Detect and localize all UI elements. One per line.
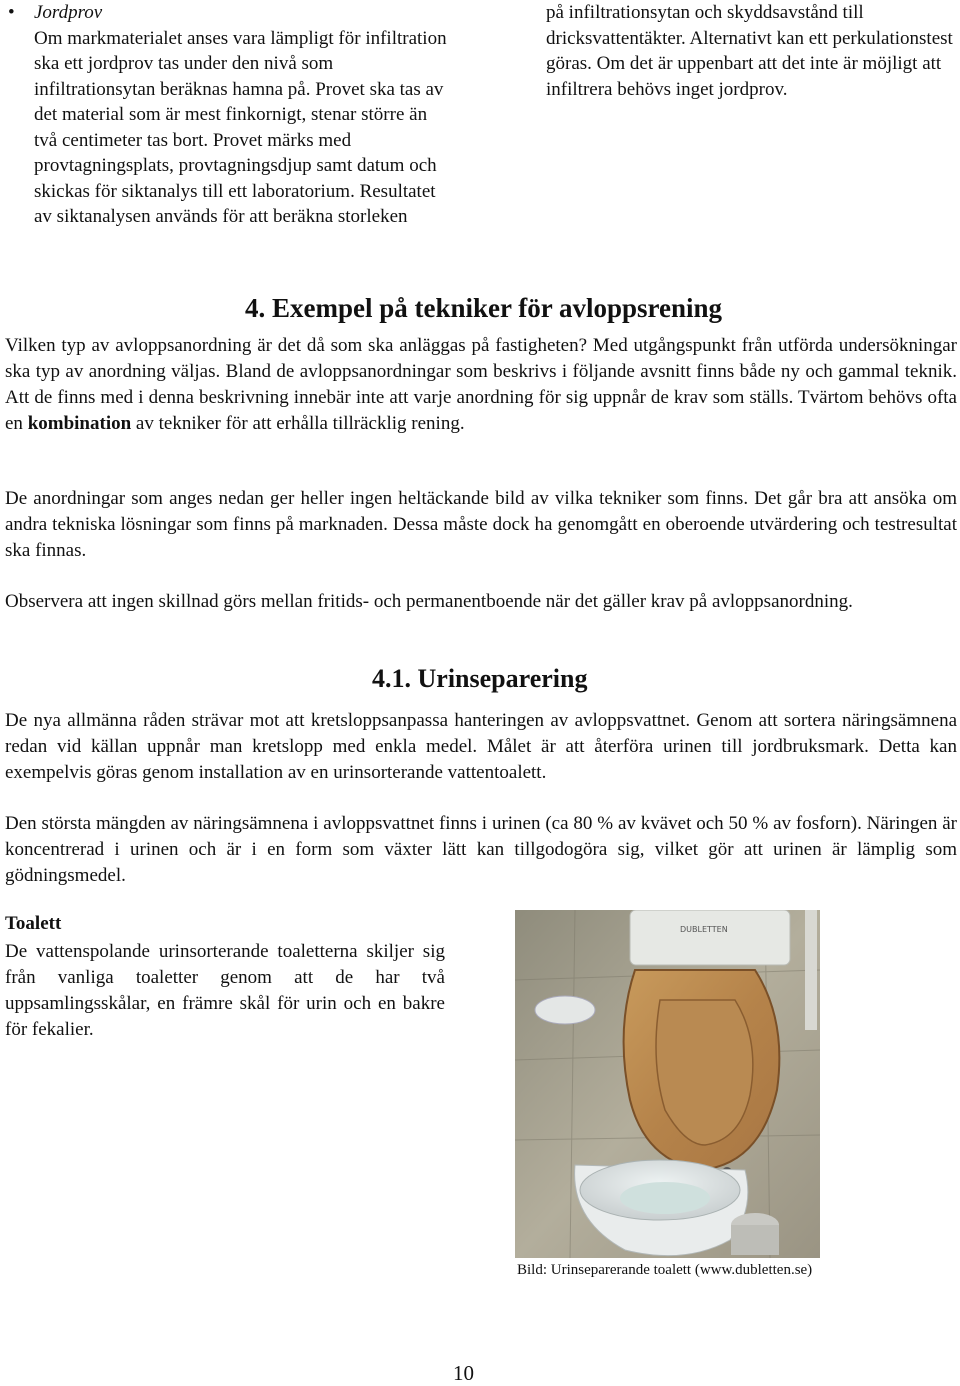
left-column: [34, 0, 454, 230]
section-4-paragraph-2: De anordningar som anges nedan ger heller ingen heltäckande bild av vilka tekniker som finns. Det går bra att ansöka om andra tekniska lösningar som finns på marknaden. Dessa måste dock ha genomgått en oberoende utvärdering och testresultat ska finnas.: [5, 488, 957, 561]
cistern-label: DUBLETTEN: [680, 925, 728, 934]
section-4-1-heading: 4.1. Urinseparering: [372, 664, 588, 693]
section-4-p1-text: Vilken typ av avloppsanordning är det då som ska anläggas på fastigheten? Med utgångspunkt från utförda undersökningar ska typ av anordning väljas. Bland de avloppsanordningar som beskrivs i följande avsnitt finns både ny och gammal teknik. Att de finns med i denna beskrivning innebär inte att varje anordning för sig uppnår de krav som ställs. Tvärtom behövs ofta en: [5, 335, 957, 434]
right-column: [546, 0, 958, 102]
section-4-p1-end: av tekniker för att erhålla tillräcklig rening.: [131, 413, 465, 434]
section-4-paragraph-3: Observera att ingen skillnad görs mellan fritids- och permanentboende när det gäller krav på avloppsanordning.: [5, 591, 853, 612]
toilet-photo: [515, 910, 820, 1258]
jordprov-left-text: Om markmaterialet anses vara lämpligt för infiltration ska ett jordprov tas under den nivå som infiltrationsytan beräknas hamna på. Provet ska tas av det material som är mest finkornigt, stenar större än två centimeter tas bort. Provet märks med provtagningsplats, provtagningsdjup samt datum och skickas för siktanalys till ett laboratorium. Resultatet av siktanalysen används för att beräkna storleken: [34, 27, 447, 227]
section-4-paragraph-1: [5, 333, 957, 437]
jordprov-right-text: på infiltrationsytan och skyddsavstånd till dricksvattentäkter. Alternativt kan ett perkulationstest göras. Om det är uppenbart att det inte är möjligt att infiltrera behövs inget jordprov.: [546, 2, 953, 100]
jordprov-title: Jordprov: [34, 2, 103, 23]
page-number: 10: [453, 1361, 474, 1385]
kombination-bold: kombination: [27, 413, 132, 434]
section-4-1-paragraph-1: De nya allmänna råden strävar mot att kretsloppsanpassa hanteringen av avloppsvattnet. Genom att sortera näringsämnena redan vid källan uppnår man kretslopp med enkla medel. Målet är att återföra urinen till jordbruksmark. Detta kan exempelvis göras genom installation av en urinsorterande vattentoalett.: [5, 710, 957, 783]
section-4-heading: 4. Exempel på tekniker för avloppsrening: [245, 293, 723, 323]
section-4-1-paragraph-2: Den största mängden av näringsämnena i avloppsvattnet finns i urinen (ca 80 % av kvävet och 50 % av fosforn). Näringen är koncentrerad i urinen och är i en form som växter lätt kan tillgodogöra sig, vilket gör att urinen är lämplig som gödningsmedel.: [5, 813, 957, 886]
bullet-marker: •: [8, 2, 15, 23]
toalett-title: Toalett: [5, 913, 62, 934]
toalett-text: De vattenspolande urinsorterande toaletterna skiljer sig från vanliga toaletter genom att de har två uppsamlingsskålar, en främre skål för urin och en bakre för fekalier.: [5, 941, 445, 1040]
photo-caption: Bild: Urinseparerande toalett (www.dubletten.se): [517, 1262, 813, 1278]
